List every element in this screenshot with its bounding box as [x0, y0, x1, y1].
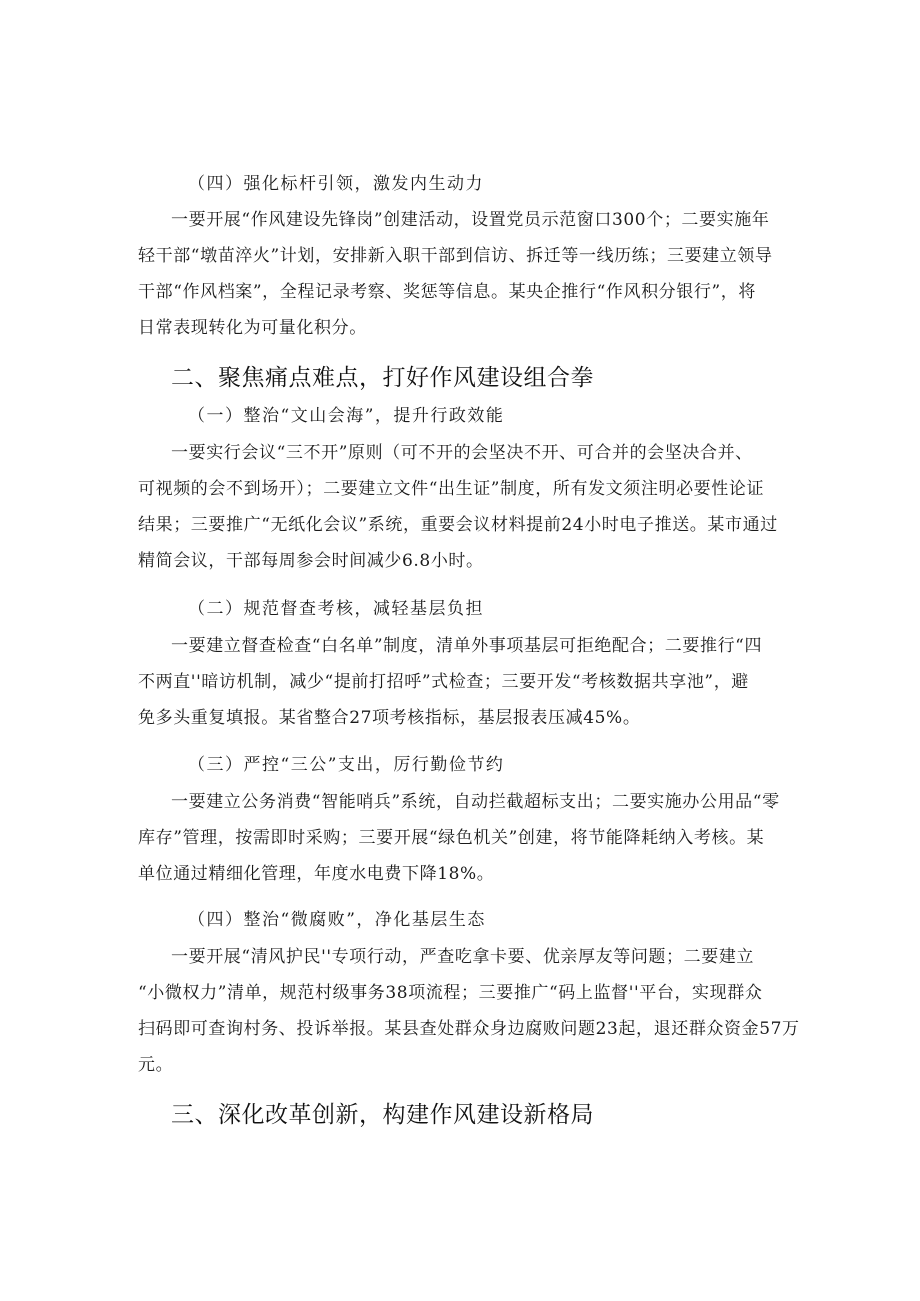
paragraph-line: 可视频的会不到场开）；二要建立文件“出生证”制度，所有发文须注明必要性论证	[138, 479, 765, 499]
paragraph-line: 单位通过精细化管理，年度水电费下降18%。	[138, 864, 495, 884]
paragraph-line: 一要实行会议“三不开”原则（可不开的会坚决不开、可合并的会坚决合并、	[171, 443, 753, 463]
paragraph-line: 扫码即可查询村务、投诉举报。某县查处群众身边腐败问题23起，退还群众资金57万	[138, 1019, 800, 1039]
paragraph-2	[138, 628, 814, 736]
section-heading-4: （四）整治“微腐败”，净化基层生态	[188, 910, 486, 930]
paragraph-line: 轻干部“墩苗淬火”计划，安排新入职干部到信访、拆迁等一线历练；三要建立领导	[138, 246, 773, 266]
paragraph-4-prev	[138, 202, 814, 346]
paragraph-line: 精简会议，干部每周参会时间减少6.8小时。	[138, 551, 484, 571]
paragraph-line: 一要开展“清风护民''专项行动，严查吃拿卡要、优亲厚友等问题；二要建立	[171, 947, 755, 967]
part-2-title: 二、聚焦痛点难点，打好作风建设组合拳	[171, 365, 594, 391]
paragraph-line: 一要开展“作风建设先锋岗”创建活动，设置党员示范窗口300个；二要实施年	[171, 210, 770, 230]
section-heading-4-prev: （四）强化标杆引领，激发内生动力	[188, 174, 484, 194]
section-heading-1: （一）整治“文山会海”，提升行政效能	[188, 406, 505, 426]
part-3-title: 三、深化改革创新，构建作风建设新格局	[171, 1102, 594, 1128]
paragraph-3	[138, 784, 814, 892]
paragraph-line: 一要建立督查检查“白名单”制度，清单外事项基层可拒绝配合；二要推行“四	[171, 636, 763, 656]
paragraph-line: 一要建立公务消费“智能哨兵”系统，自动拦截超标支出；二要实施办公用品“零	[171, 792, 780, 812]
paragraph-line: 免多头重复填报。某省整合27项考核指标，基层报表压减45%。	[138, 708, 641, 728]
paragraph-line: 结果；三要推广“无纸化会议”系统，重要会议材料提前24小时电子推送。某市通过	[138, 515, 778, 535]
paragraph-line: “小微权力”清单，规范村级事务38项流程；三要推广“码上监督''平台，实现群众	[138, 983, 763, 1003]
paragraph-line: 干部“作风档案”，全程记录考察、奖惩等信息。某央企推行“作风积分银行”，将	[138, 282, 756, 302]
paragraph-line: 不两直''暗访机制，减少“提前打招呼”式检查；三要开发“考核数据共享池”，避	[138, 672, 749, 692]
paragraph-1	[138, 435, 814, 579]
paragraph-line: 库存”管理，按需即时采购；三要开展“绿色机关”创建，将节能降耗纳入考核。某	[138, 828, 765, 848]
paragraph-line: 元。	[138, 1055, 174, 1075]
paragraph-line: 日常表现转化为可量化积分。	[138, 318, 367, 338]
section-heading-2: （二）规范督查考核，减轻基层负担	[188, 599, 484, 619]
section-heading-3: （三）严控“三公”支出，厉行勤俭节约	[188, 755, 505, 775]
paragraph-4	[138, 939, 814, 1083]
